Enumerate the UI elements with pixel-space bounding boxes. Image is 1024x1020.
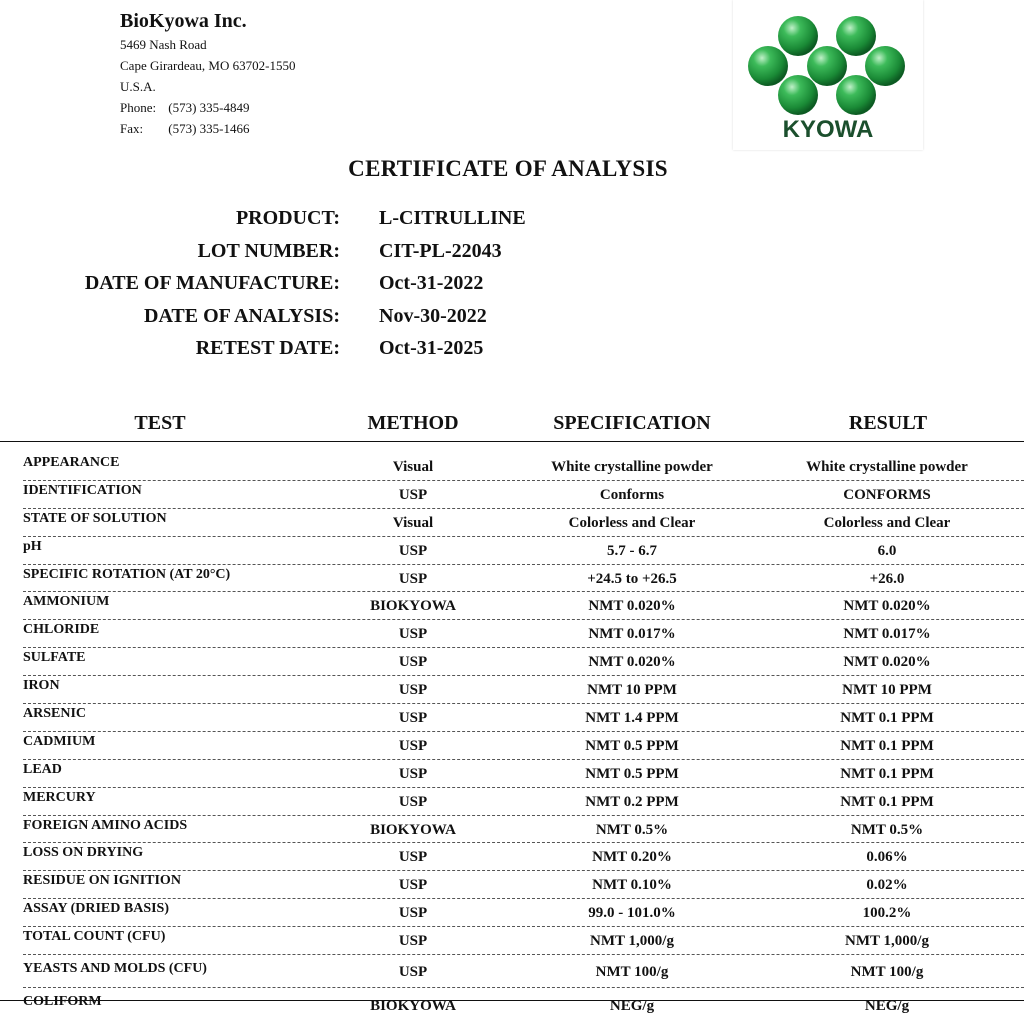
table-row [23,537,1024,565]
header-result: RESULT [848,412,928,434]
phone-number: (573) 335-4849 [168,100,250,115]
cell-method: USP [398,793,428,810]
cell-specification: NMT 0.5% [595,821,669,838]
cell-specification: NMT 10 PPM [587,682,677,699]
kyowa-logo [733,0,923,150]
header-test: TEST [134,412,186,434]
cell-method: USP [398,765,428,782]
info-row-retest-date [0,334,1024,367]
info-value: CIT-PL-22043 [379,239,502,262]
table-row [23,565,1024,593]
cell-result: NMT 0.1 PPM [840,765,934,782]
table-row [23,453,1024,481]
table-row [23,988,1024,1020]
cell-result: NMT 0.1 PPM [840,737,934,754]
cell-method: USP [398,570,428,587]
cell-method: USP [398,682,428,699]
company-name: BioKyowa Inc. [120,10,247,32]
phone-line [120,97,295,118]
cell-test: TOTAL COUNT (CFU) [23,929,166,945]
cell-test: LOSS ON DRYING [23,845,144,861]
cell-result: NMT 0.017% [843,626,931,643]
cell-specification: NEG/g [609,998,655,1015]
cell-method: USP [398,964,428,981]
cell-specification: 5.7 - 6.7 [607,542,657,559]
cell-test: CHLORIDE [23,622,100,638]
document-title: CERTIFICATE OF ANALYSIS [348,156,668,181]
cell-test: AMMONIUM [23,594,110,610]
cell-test: APPEARANCE [23,455,120,470]
cell-specification: 99.0 - 101.0% [588,905,676,922]
cell-method: BIOKYOWA [370,598,456,615]
cell-result: 0.06% [866,849,908,866]
cell-result: NMT 0.020% [843,598,931,615]
cell-specification: NMT 1,000/g [590,933,674,950]
table-row [23,816,1024,844]
info-row-lot-number [0,237,1024,270]
cell-test: YEASTS AND MOLDS (CFU) [23,961,207,977]
cell-specification: Conforms [599,486,665,503]
phone-label: Phone: [120,100,157,115]
table-row [23,648,1024,676]
table-header [0,405,1024,442]
cell-specification: +24.5 to +26.5 [587,570,677,587]
info-row-date-of-analysis [0,302,1024,335]
cell-result: NMT 100/g [850,964,924,981]
table-bottom-rule [0,1000,1024,1001]
cell-method: USP [398,877,428,894]
cell-specification: White crystalline powder [551,459,713,475]
table-row [23,955,1024,988]
cell-test: STATE OF SOLUTION [23,510,167,526]
header-specification: SPECIFICATION [553,412,711,434]
header-method: METHOD [367,412,459,434]
cell-specification: NMT 0.020% [588,598,676,615]
address-line-1: 5469 Nash Road [120,37,207,52]
cell-result: 100.2% [862,905,912,922]
cell-result: NEG/g [864,998,910,1015]
cell-result: NMT 1,000/g [845,933,929,950]
info-label: RETEST DATE: [195,337,340,359]
cell-method: USP [398,933,428,950]
cell-specification: Colorless and Clear [568,514,696,531]
product-info [0,204,1024,367]
table-row [23,760,1024,788]
cell-test: pH [23,538,42,554]
table-row [23,788,1024,816]
table-row [23,592,1024,620]
table-row [23,481,1024,509]
fax-number: (573) 335-1466 [168,121,250,136]
cell-specification: NMT 0.2 PPM [585,793,679,810]
table-row [23,676,1024,704]
cell-method: USP [398,654,428,671]
logo-text: KYOWA [782,116,874,143]
cell-test: FOREIGN AMINO ACIDS [23,817,188,833]
cell-result: Colorless and Clear [823,514,951,531]
cell-specification: NMT 0.10% [592,877,672,894]
cell-specification: NMT 0.5 PPM [585,765,679,782]
cell-result: NMT 0.020% [843,654,931,671]
country: U.S.A. [120,79,156,94]
cell-result: NMT 0.5% [850,821,924,838]
cell-test: COLIFORM [23,994,102,1010]
cell-specification: NMT 100/g [595,964,669,981]
cell-result: 0.02% [866,877,908,894]
address-line-2: Cape Girardeau, MO 63702-1550 [120,58,296,73]
info-value: Oct-31-2025 [379,337,484,359]
cell-specification: NMT 0.5 PPM [585,737,679,754]
cell-test: MERCURY [23,789,96,805]
info-row-date-of-manufacture [0,269,1024,302]
cell-method: Visual [392,514,434,531]
cell-result: NMT 0.1 PPM [840,793,934,810]
cell-result: NMT 10 PPM [842,682,932,699]
cell-test: CADMIUM [23,733,96,749]
cell-result: NMT 0.1 PPM [840,710,934,727]
info-value: Nov-30-2022 [379,304,487,327]
cell-specification: NMT 0.20% [592,849,672,866]
cell-method: USP [398,626,428,643]
cell-result: 6.0 [877,542,897,559]
cell-method: USP [398,542,428,559]
cell-test: RESIDUE ON IGNITION [23,873,181,889]
cell-method: USP [398,849,428,866]
cell-method: USP [398,905,428,922]
table-row [23,871,1024,899]
cell-test: LEAD [23,761,62,777]
cell-result: CONFORMS [843,486,931,503]
cell-method: USP [398,710,428,727]
cell-test: IDENTIFICATION [23,482,142,498]
cell-method: Visual [392,459,434,475]
info-row-product [0,204,1024,237]
table-row [23,899,1024,927]
info-label: DATE OF MANUFACTURE: [84,272,340,294]
info-label: DATE OF ANALYSIS: [144,304,340,327]
cell-method: USP [398,486,428,503]
info-label: LOT NUMBER: [197,239,340,262]
table-row [23,509,1024,537]
logo-spheres [748,16,905,115]
cell-specification: NMT 0.017% [588,626,676,643]
table-body [0,453,1024,1020]
cell-test: ASSAY (DRIED BASIS) [23,901,170,917]
cell-result: White crystalline powder [806,459,968,475]
cell-specification: NMT 1.4 PPM [585,710,679,727]
cell-method: BIOKYOWA [370,821,456,838]
table-row [23,620,1024,648]
cell-test: ARSENIC [23,706,87,722]
info-label: PRODUCT: [235,207,340,229]
company-block [120,8,295,139]
table-row [23,843,1024,871]
cell-result: +26.0 [869,570,905,587]
fax-line [120,118,295,139]
table-row [23,732,1024,760]
cell-method: USP [398,737,428,754]
info-value: Oct-31-2022 [379,272,484,294]
cell-test: IRON [23,678,60,694]
info-value: L-CITRULLINE [379,207,526,229]
fax-label: Fax: [120,121,144,136]
table-row [23,927,1024,955]
analysis-table [0,405,1024,1020]
cell-test: SPECIFIC ROTATION (AT 20°C) [23,566,231,582]
table-row [23,704,1024,732]
cell-specification: NMT 0.020% [588,654,676,671]
cell-test: SULFATE [23,650,86,666]
cell-method: BIOKYOWA [370,998,456,1015]
